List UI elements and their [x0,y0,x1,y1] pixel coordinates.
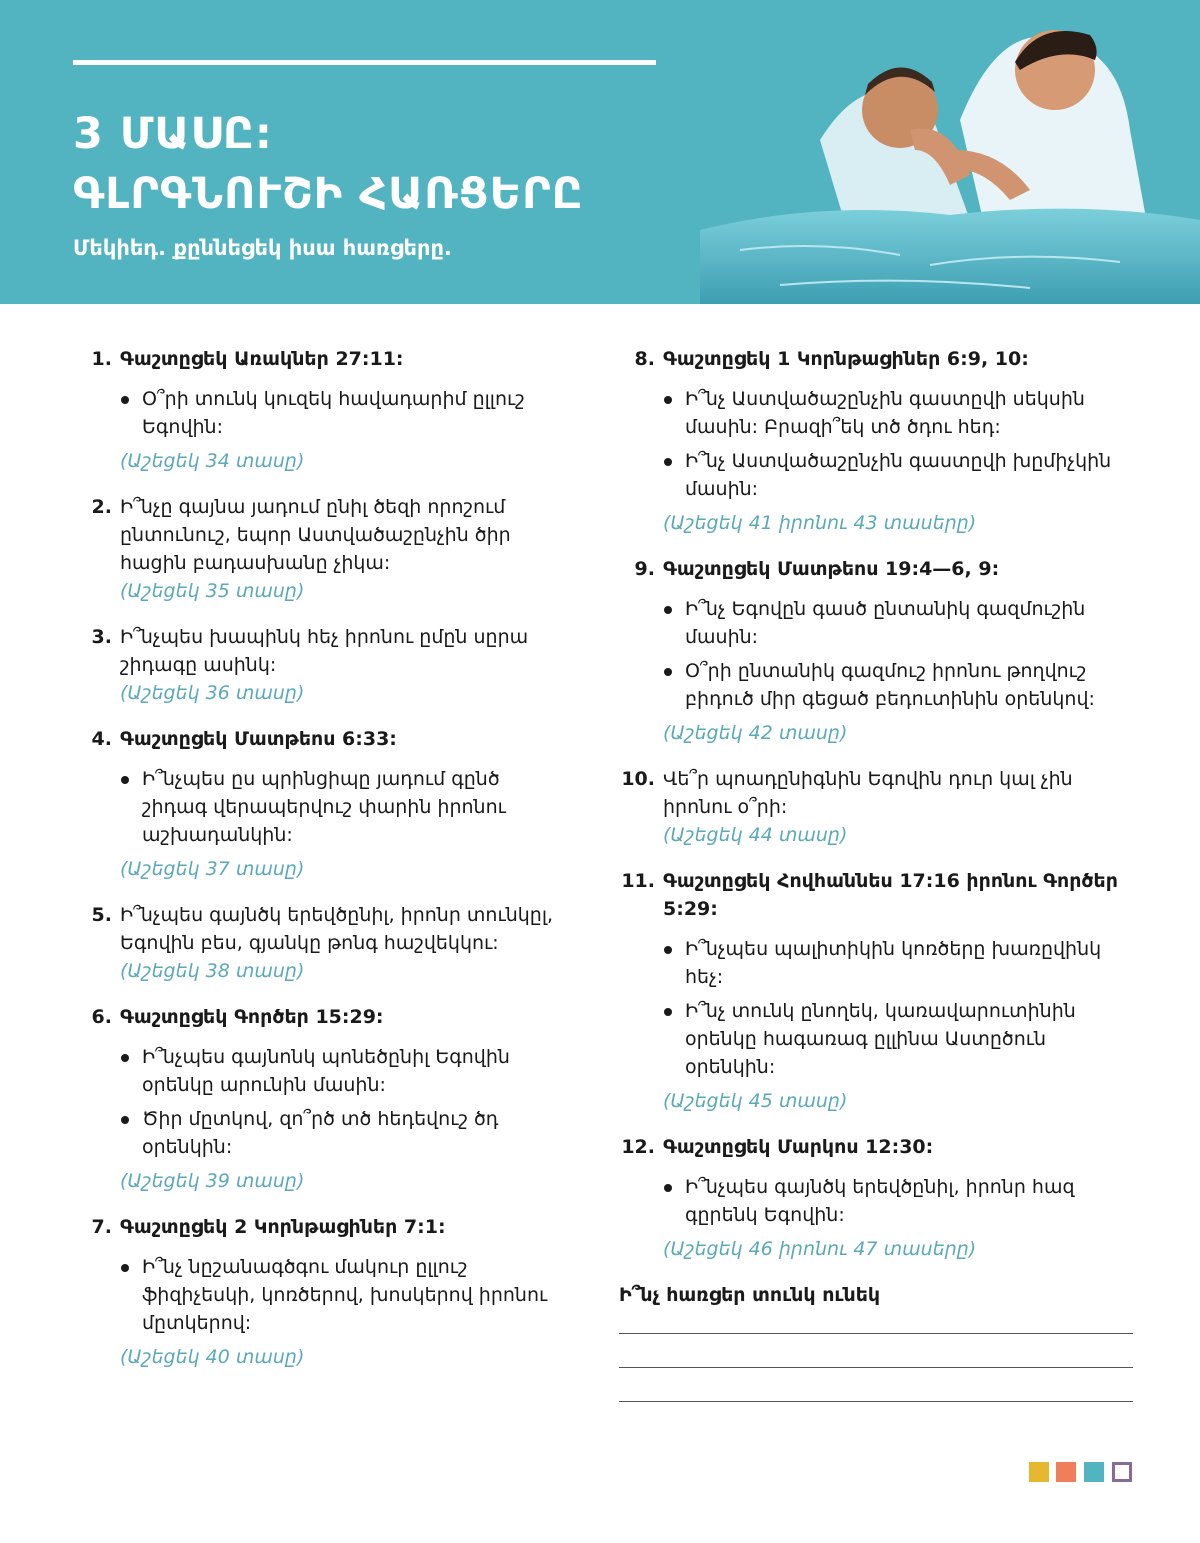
question-item [619,555,1139,747]
question-number: 12. [621,1136,655,1158]
question-number: 10. [621,768,655,790]
question-item [84,901,564,985]
question-bullets [120,1043,564,1161]
legend-square-orange [1056,1462,1076,1482]
question-item [84,493,564,605]
question-bullets [663,1173,1139,1229]
bullet-question: Ի՞նչպես ըս պրինցիպը յադում գընծ շիդագ վերապերվուշ փարին իրոնու աշխադանկին: [142,765,564,849]
scripture-reference: Գաշտըցեկ Առակներ 27:11: [120,348,404,370]
question-text: Վե՞ր պոադընիգնին Եգովին դուր կալ չին իրոնու օ՞րի: [663,768,1073,818]
bullet-question: Ի՞նչ Եգովըն գասծ ընտանիկ գազմուշին մասին: [685,595,1139,651]
title-line-1: 3 ՄԱՍԸ: [73,109,273,159]
question-bullets [663,385,1139,503]
notes-writing-line[interactable] [619,1333,1133,1334]
page-reference: (Աշեցեկ 46 իրոնու 47 տասերը) [663,1238,977,1260]
page-subtitle: Մեկիեդ. քըննեցեկ իսա հառցերը. [73,236,452,260]
question-bullets [663,935,1139,1081]
bullet-question: Ի՞նչ Աստվածաշընչին գաստըվի սեկսին մասին: Բրազի՞եկ տծ ծդու հեդ: [685,385,1139,441]
question-item [84,623,564,707]
question-item [84,1003,564,1195]
bullet-question: Օ՞րի տունկ կուզեկ հավադարիմ ըլլուշ Եգովին: [142,385,564,441]
title-line-2: ԳԼՐԳՆՈՒՇԻ ՀԱՌՑԵՐԸ [73,169,584,219]
question-text: Ի՞նչպես խապինկ հեչ իրոնու ըմըն սըրա շիդագը ասինկ: [120,626,529,676]
question-item [619,765,1139,849]
questions-column-right [619,345,1139,1402]
legend-square-yellow [1029,1462,1049,1482]
question-item [84,1213,564,1371]
page-reference: (Աշեցեկ 38 տասը) [120,960,305,982]
question-bullets [120,765,564,849]
question-number: 2. [91,496,112,518]
header-rule [73,60,656,65]
scripture-reference: Գաշտըցեկ Գործեր 15:29: [120,1006,384,1028]
notes-title: Ի՞նչ հառցեր տունկ ունեկ [619,1284,881,1306]
page-reference: (Աշեցեկ 42 տասը) [663,722,848,744]
question-bullets [120,385,564,441]
bullet-question: Օ՞րի ընտանիկ գազմուշ իրոնու թողվուշ բիդուծ միր գեցած բեդուտինին օրենկով: [685,657,1139,713]
questions-column-left [84,345,564,1389]
question-number: 5. [91,904,112,926]
legend-square-teal [1084,1462,1104,1482]
question-text: Ի՞նչը գայնա յադում ընիլ ծեզի որոշում ընտունուշ, եպոր Աստվածաշընչին ծիր հացին բադասխանը չիկա: [120,496,511,574]
question-number: 1. [91,348,112,370]
question-item [84,725,564,883]
question-number: 3. [91,626,112,648]
page-reference: (Աշեցեկ 40 տասը) [120,1346,305,1368]
question-number: 6. [91,1006,112,1028]
baptism-illustration [700,0,1200,304]
page-reference: (Աշեցեկ 39 տասը) [120,1170,305,1192]
bullet-question: Ի՞նչ նըշանագծգու մակուր ըլլուշ ֆիզիչեսկի, կոռծերով, խոսկերով իրոնու մըտկերով: [142,1253,564,1337]
bullet-question: Ի՞նչպես գայնոնկ պոնեծընիլ Եգովին օրենկը արունին մասին: [142,1043,564,1099]
notes-writing-line[interactable] [619,1401,1133,1402]
page-reference: (Աշեցեկ 44 տասը) [663,824,848,846]
bullet-question: Ի՞նչպես գայնծկ երեվծընիլ, իրոնր հազ գըրենկ Եգովին: [685,1173,1139,1229]
scripture-reference: Գաշտըցեկ 2 Կորնթացիներ 7:1: [120,1216,446,1238]
question-number: 7. [91,1216,112,1238]
scripture-reference: Գաշտըցեկ Մատթեոս 19:4—6, 9: [663,558,1000,580]
page-title [73,104,584,224]
scripture-reference: Գաշտըցեկ Մարկոս 12:30: [663,1136,934,1158]
question-number: 8. [634,348,655,370]
question-bullets [663,595,1139,713]
page-reference: (Աշեցեկ 34 տասը) [120,450,305,472]
bullet-question: Ծիր մըտկով, զո՞րծ տծ հեդեվուշ ծդ օրենկին: [142,1105,564,1161]
scripture-reference: Գաշտըցեկ 1 Կորնթացիներ 6:9, 10: [663,348,1029,370]
question-text: Ի՞նչպես գայնծկ երեվծընիլ, իրոնր տունկըլ, Եգովին բես, գյանկը թոնգ հաշվեկկու: [120,904,554,954]
legend-square-outline [1112,1462,1132,1482]
question-item [619,867,1139,1115]
page-reference: (Աշեցեկ 41 իրոնու 43 տասերը) [663,512,977,534]
bullet-question: Ի՞նչ Աստվածաշընչին գաստըվի խըմիչկին մասին: [685,447,1139,503]
page-reference: (Աշեցեկ 35 տասը) [120,580,305,602]
question-item [619,345,1139,537]
page-header [0,0,1200,304]
question-item [619,1133,1139,1263]
page-reference: (Աշեցեկ 36 տասը) [120,682,305,704]
question-item [84,345,564,475]
page-reference: (Աշեցեկ 37 տասը) [120,858,305,880]
question-number: 9. [634,558,655,580]
notes-writing-line[interactable] [619,1367,1133,1368]
bullet-question: Ի՞նչպես պալիտիկին կոռծերը խառըվինկ հեչ: [685,935,1139,991]
page-reference: (Աշեցեկ 45 տասը) [663,1090,848,1112]
bullet-question: Ի՞նչ տունկ ընողեկ, կառավարուտինին օրենկը հագառագ ըլլինա Աստըծուն օրենկին: [685,997,1139,1081]
scripture-reference: Գաշտըցեկ Մատթեոս 6:33: [120,728,397,750]
question-number: 11. [621,870,655,892]
question-number: 4. [91,728,112,750]
question-bullets [120,1253,564,1337]
scripture-reference: Գաշտըցեկ Հովհաննես 17:16 իրոնու Գործեր 5:29: [663,870,1118,920]
